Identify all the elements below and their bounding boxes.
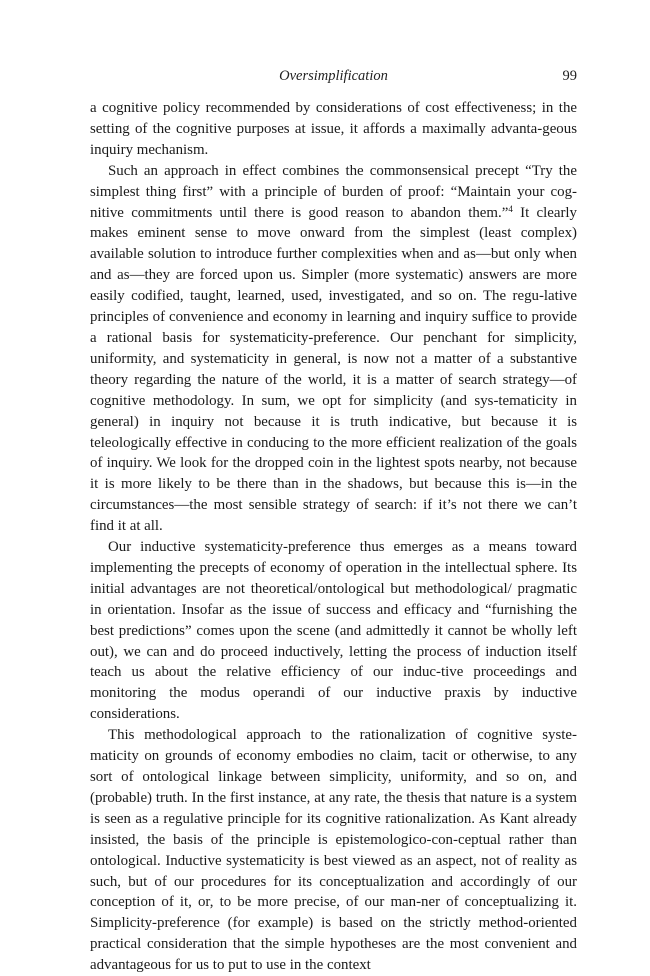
paragraph-3: Our inductive systematicity-preference thus emerges as a means toward implementing the precepts of economy of operation in the intellectual sphere. Its initial advantages are not theoretical/ontological but methodological/ pragmatic in orientation. Insofar as the issue of success and efficacy and “furnishing the best predictions” comes upon the scene (and admittedly it cannot be wholly left out), we can and do proceed inductively, letting the process of induction itself teach us about the relative efficiency of our induc-tive proceedings and monitoring the modus operandi of our inductive praxis by inductive considerations. (90, 539, 577, 723)
body-text (90, 98, 577, 976)
paragraph-2-text-before-note: Such an approach in effect combines the commonsensical precept “Try the simplest thing first” with a principle of burden of proof: “Maintain your cog-nitive commitments until there is good reason to abandon them.” (90, 162, 577, 221)
paragraph-2-text-after-note: It clearly makes eminent sense to move onward from the simplest (least complex) available solution to introduce further complexities when and as—but only when and as—they are forced upon us. Simpler (more systematic) answers are more easily codified, taught, learned, used, investigated, and so on. The regu-lative principles of convenience and economy in learning and inquiry suffice to provide a rational basis for systematicity-preference. Our penchant for simplicity, uniformity, and systematicity in general, is now not a matter of a substantive theory regarding the nature of the world, it is a matter of search strategy—of cognitive methodology. In sum, we opt for simplicity (and sys-tematicity in general) in inquiry not because it is truth indicative, but because it is teleologically effective in conducing to the more efficient realization of the goals of inquiry. We look for the dropped coin in the lightest spots nearby, not because it is more likely to be there than in the shadows, but because this is—in the circumstances—the most sensible strategy of search: if it’s not there we can’t find it at all. (90, 204, 578, 535)
running-title: Oversimplification (279, 68, 388, 84)
footnote-marker: 4 (508, 203, 513, 214)
running-head (90, 68, 577, 90)
paragraph-2 (90, 161, 577, 537)
paragraph-1: a cognitive policy recommended by considerations of cost effectiveness; in the setting of the cognitive purposes at issue, it affords a maximally advanta-geous inquiry mechanism. (90, 100, 577, 158)
paragraph-4: This methodological approach to the rationalization of cognitive syste-maticity on grounds of economy embodies no claim, tacit or otherwise, to any sort of ontological linkage between simplicity, uniformity, and so on, and (probable) truth. In the first instance, at any rate, the thesis that nature is a system is seen as a regulative principle for its cognitive rationalization. As Kant already insisted, the basis of the principle is epistemologico-con-ceptual rather than ontological. Inductive systematicity is best viewed as an aspect, not of reality as such, but of our procedures for its conceptualization and accordingly of our conception of it, or, to be more precise, of our man-ner of conceptualizing it. Simplicity-preference (for example) is based on the strictly method-oriented practical consideration that the simple hypotheses are the most convenient and advantageous for us to put to use in the context (90, 727, 577, 974)
page-number: 99 (562, 68, 577, 84)
